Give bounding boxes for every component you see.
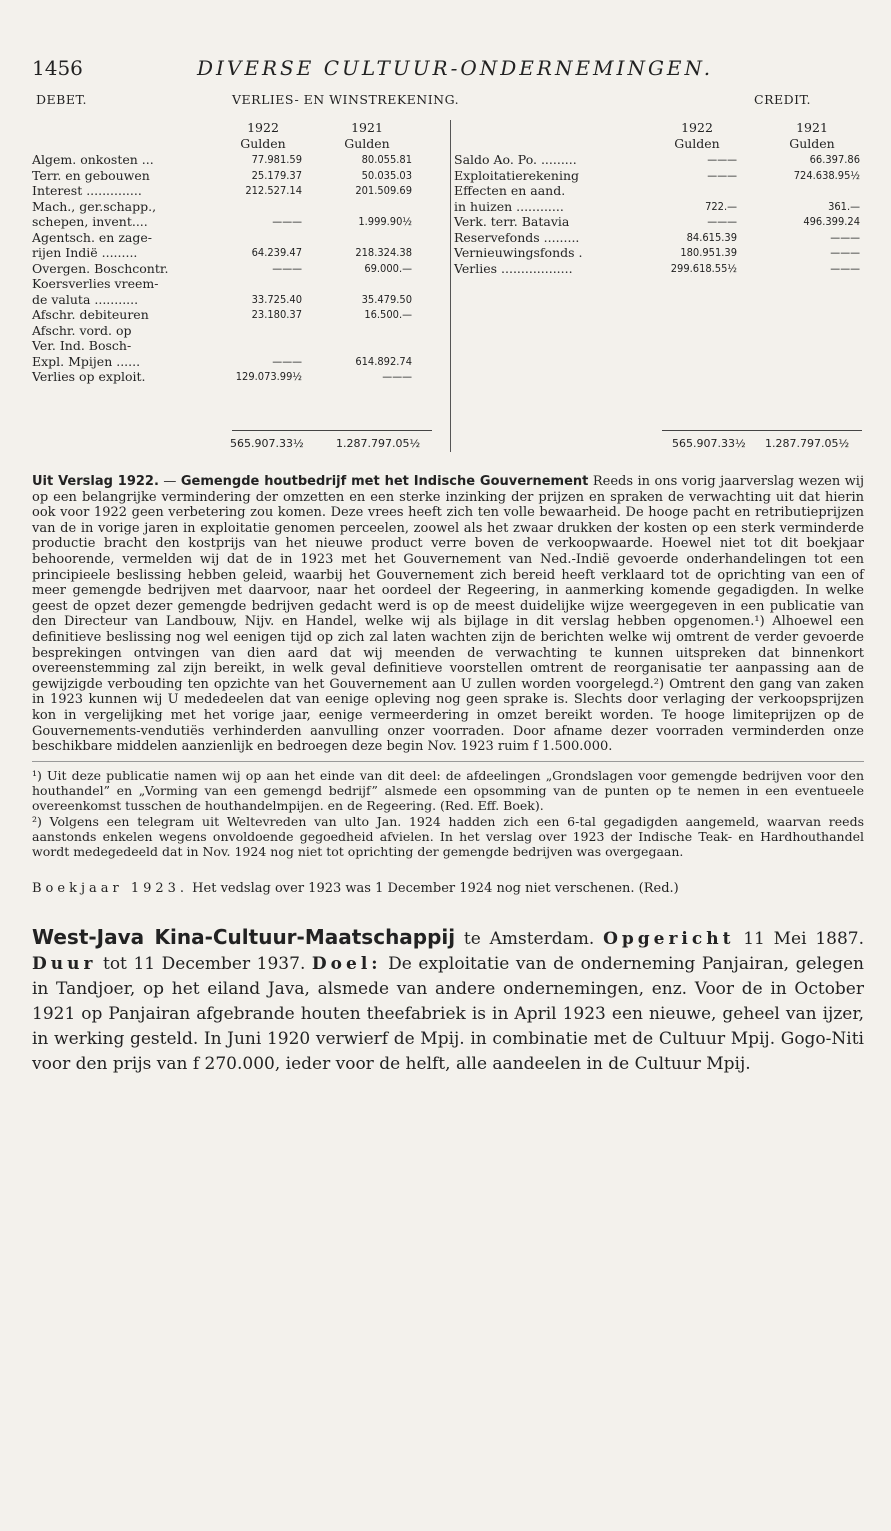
total-debet-1921: 1.287.797.05½ <box>336 437 421 450</box>
page-header <box>32 50 864 90</box>
debet-value-1922: 64.239.47 <box>251 246 302 259</box>
debet-row-label: Overgen. Boschcontr. <box>32 260 169 276</box>
doel-label: Doel: <box>311 954 382 975</box>
credit-value-1921: 361.— <box>828 199 860 213</box>
credit-row-label: Exploitatierekening <box>454 167 580 183</box>
debet-value-1921: 35.479.50 <box>361 292 412 306</box>
credit-row-label: Effecten en aand. <box>454 183 566 198</box>
report-lead: Uit Verslag 1922. <box>32 474 159 489</box>
debet-value-1921: 69.000.— <box>364 261 412 275</box>
debet-value-1922: 23.180.37 <box>251 308 302 321</box>
boekjaar-text: Het vedslag over 1923 was 1 December 1924 nog niet verschenen. (Red.) <box>188 881 679 897</box>
company-entry <box>32 925 864 1077</box>
credit-value-1922: 299.618.55½ <box>670 261 737 275</box>
debet-value-1922: 25.179.37 <box>251 168 302 182</box>
debet-row-label: de valuta ........... <box>32 291 139 307</box>
credit-row-label: in huizen ............ <box>454 198 564 214</box>
footnote-1: ¹) Uit deze publicatie namen wij op aan het einde van dit deel: de afdeelingen „Grondslagen voor gemengde bedrijven voor den houthandel” en „Vorming van een gemengd bedrijf” alsmede een opsomming van de punten op te nemen in een eventueele overeenkomst tusschen de houthandelmpijen. en de Regeering. (Red. Eff. Boek). <box>32 767 864 814</box>
credit-row-label: Vernieuwingsfonds . <box>454 245 583 260</box>
page <box>32 50 864 1077</box>
report-heading: Gemengde houtbedrijf met het Indische Gouvernement <box>180 474 589 489</box>
credit-row-label: Verlies .................. <box>454 260 573 276</box>
credit-total-rule <box>662 430 862 431</box>
column-divider <box>450 120 451 452</box>
footnote-2: ²) Volgens een telegram uit Weltevreden van ulto Jan. 1924 hadden zich een 6-tal gegadigden aangemeld, waarvan reeds aanstonds enkelen wegens onvoldoende gegoedheid afvielen. In het verslag over 1923 der Indische Teak- en Hardhouthandel wordt medegedeeld dat in Nov. 1924 nog niet tot oprichting der gemengde bedrijven was overgegaan. <box>32 813 864 860</box>
debet-row-label: Afschr. debiteuren <box>32 307 149 322</box>
credit-value-1922: 180.951.39 <box>680 246 737 259</box>
debet-value-1922: ——— <box>272 261 302 275</box>
credit-row-label: Reservefonds ......... <box>454 229 580 245</box>
debet-row-label: Ver. Ind. Bosch- <box>32 338 132 353</box>
credit-label: CREDIT. <box>754 92 812 107</box>
opgericht-label: Opgericht <box>603 929 735 950</box>
debet-total-rule <box>232 430 432 431</box>
debet-row-label: Afschr. vord. op <box>32 322 132 338</box>
company-name: West-Java Kina-Cultuur-Maatschappij <box>32 925 456 950</box>
credit-value-1922: 722.— <box>705 199 737 213</box>
company-text-4: De exploitatie van de onderneming Panjairan, gelegen in Tandjoer, op het eiland Java, alsmede van andere ondernemingen, enz. Voor de in October 1921 op Panjairan afgebrande houten theefabriek is in April 1923 een nieuwe, geheel van ijzer, in werking gesteld. In Juni 1920 verwierf de Mpij. in combinatie met de Cultuur Mpij. Gogo-Niti voor den prijs van f 270.000, ieder voor de helft, alle aandeelen in de Cultuur Mpij. <box>32 954 864 1075</box>
company-text-1: te Amsterdam. <box>455 929 604 950</box>
duur-label: Duur <box>32 954 97 975</box>
debet-value-1921: 218.324.38 <box>355 246 412 259</box>
debet-value-1922: 129.073.99½ <box>235 370 302 383</box>
credit-value-1921: ——— <box>830 261 860 275</box>
credit-value-1921: 496.399.24 <box>803 215 860 228</box>
debet-value-1921: 50.035.03 <box>361 168 412 182</box>
debet-row-label: rijen Indië ......... <box>32 245 138 260</box>
year-header-debet-1922: 1922 Gulden <box>240 120 286 151</box>
report-dash: — <box>158 474 181 489</box>
boekjaar-paragraph <box>32 881 864 897</box>
boekjaar-label: Boekjaar 1923. <box>32 881 189 897</box>
debet-value-1921: 614.892.74 <box>355 354 412 368</box>
debet-row-label: Koersverlies vreem- <box>32 276 159 291</box>
debet-row-label: Verlies op exploit. <box>32 369 146 384</box>
total-credit-1921: 1.287.797.05½ <box>765 437 850 450</box>
debet-row-label: Interest .............. <box>32 183 142 198</box>
debet-value-1922: 33.725.40 <box>251 292 302 306</box>
company-text-2: 11 Mei 1887. <box>734 929 864 950</box>
year-header-credit-1921: 1921 Gulden <box>789 120 835 151</box>
company-text-3: tot 11 December 1937. <box>96 954 312 975</box>
report-text: Reeds in ons vorig jaarverslag wezen wij op een belangrijke vermindering der omzetten en een sterke inzinking der prijzen en spraken de verwachting uit dat hierin ook voor 1922 geen verbetering zou komen. Deze vrees heeft zich ten volle bewaarheid. De hooge pacht en retributieprijzen van de in vorige jaren in exploitatie genomen perceelen, zoowel als het zwaar drukken der kosten op een sterk verminderde productie bracht den kostprijs van het nieuwe product verre boven de verkoopwaarde. Hoewel niet tot dit boekjaar behoorende, vermelden wij dat de in 1923 met het Gouvernement van Ned.-Indië gevoerde onderhandelingen tot een principieele beslissing hebben geleid, waarbij het Gouvernement zich bereid heeft verklaard tot de oprichting van een of meer gemengde bedrijven met daarvoor, naar het oordeel der Regeering, in aanmerking komende gegadigden. In welke geest de opzet dezer gemengde bedrijven gedacht werd is op de meest duidelijke wijze weergegeven in een publicatie van den Directeur van Landbouw, Nijv. en Handel, welke wij als bijlage in dit verslag hebben opgenomen.¹) Alhoewel een definitieve beslissing nog wel eenigen tijd op zich zal laten wachten zijn de berichten welke wij omtrent de verder gevoerde besprekingen ontvingen van dien aard dat wij meenden de verwachting te kunnen uitspreken dat binnenkort overeenstemming zal zijn bereikt, in welk geval definitieve voorstellen omtrent de reorganisatie ter aanpassing aan de gewijzigde verbouding ten opzichte van het Gouvernement aan U zullen worden voorgelegd.²) Omtrent den gang van zaken in 1923 kunnen wij U mededeelen dat van eenige opleving nog geen sprake is. Slechts door verlaging der verkoopsprijzen kon in vergelijking met het vorige jaar, eenige vermeerdering in omzet bereikt worden. Te hooge limiteprijzen op de Gouvernements-vendutiës verhinderden aanvulling onzer voorraden. Door afname dezer voorraden verminderden onze beschikbare middelen aanzienlijk en bedroegen deze begin Nov. 1923 ruim f 1.500.000. <box>32 474 864 755</box>
credit-value-1922: 84.615.39 <box>686 230 737 244</box>
debet-value-1922: 77.981.59 <box>251 153 302 166</box>
debet-row-label: Expl. Mpijen ...... <box>32 353 141 369</box>
debet-value-1922: ——— <box>272 354 302 368</box>
year-header-credit-1922: 1922 Gulden <box>674 120 720 151</box>
credit-value-1921: ——— <box>830 230 860 244</box>
table-title: VERLIES- EN WINSTREKENING. <box>232 92 460 107</box>
debet-value-1922: ——— <box>272 215 302 228</box>
credit-row-label: Saldo Ao. Po. ......... <box>454 152 577 167</box>
debet-value-1921: ——— <box>382 370 412 383</box>
debet-value-1921: 80.055.81 <box>361 153 412 166</box>
credit-value-1922: ——— <box>707 168 737 182</box>
debet-label: DEBET. <box>36 92 87 107</box>
credit-value-1922: ——— <box>707 153 737 166</box>
debet-value-1921: 1.999.90½ <box>358 215 412 228</box>
debet-row-label: Agentsch. en zage- <box>32 229 152 245</box>
report-paragraph <box>32 474 864 755</box>
total-debet-1922: 565.907.33½ <box>230 437 304 450</box>
running-title: DIVERSE CULTUUR-ONDERNEMINGEN. <box>197 56 714 80</box>
debet-row-label: Mach., ger.schapp., <box>32 198 157 214</box>
footnotes <box>32 761 864 860</box>
credit-value-1921: 724.638.95½ <box>793 168 860 182</box>
credit-value-1922: ——— <box>707 215 737 228</box>
debet-row-label: schepen, invent.... <box>32 214 148 229</box>
credit-row-label: Verk. terr. Batavia <box>454 214 570 229</box>
debet-value-1921: 201.509.69 <box>355 184 412 197</box>
page-number: 1456 <box>32 56 83 80</box>
total-credit-1922: 565.907.33½ <box>672 437 746 450</box>
table-heading <box>32 92 864 120</box>
debet-row-label: Terr. en gebouwen <box>32 167 150 183</box>
debet-value-1921: 16.500.— <box>364 308 412 321</box>
credit-value-1921: 66.397.86 <box>809 153 860 166</box>
debet-value-1922: 212.527.14 <box>245 184 302 197</box>
account-table <box>32 120 864 460</box>
debet-row-label: Algem. onkosten ... <box>32 152 154 167</box>
year-header-debet-1921: 1921 Gulden <box>344 120 390 151</box>
credit-value-1921: ——— <box>830 246 860 259</box>
